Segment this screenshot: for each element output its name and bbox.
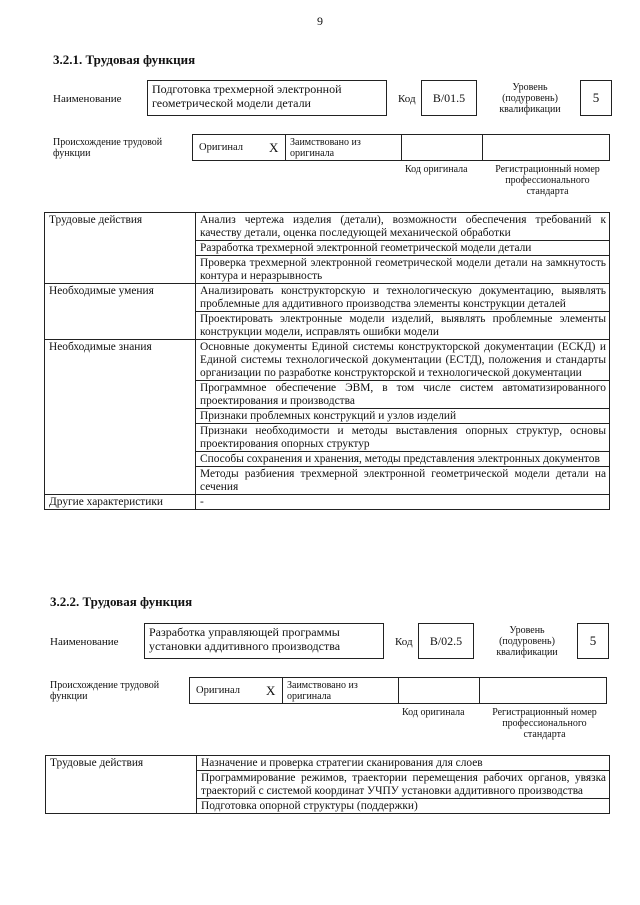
table-row (45, 340, 610, 381)
row-label: Необходимые знания (45, 340, 196, 495)
name-label-2: Наименование (50, 636, 119, 648)
section-heading-1: 3.2.1. Трудовая функция (53, 52, 196, 67)
table-cell: Анализировать конструкторскую и технологическую документацию, выявлять проблемные для аддитивного производства элементы конструкции деталей (196, 284, 610, 312)
level-label-1: Уровень (подуровень) квалификации (499, 82, 561, 115)
table-row (45, 284, 610, 312)
code-box-1: B/01.5 (421, 80, 477, 116)
functions-table-1 (44, 212, 610, 510)
function-name-box-1: Подготовка трехмерной электронной геометрической модели детали (147, 80, 387, 116)
table-cell: Основные документы Единой системы конструкторской документации (ЕСКД) и Единой системы технологической документации (ЕСТД), положения и стандарты организации по разработке конструкторской и технологической документации (196, 340, 610, 381)
origin-label-2: Происхождение трудовой функции (50, 680, 160, 702)
table-cell: Признаки проблемных конструкций и узлов изделий (196, 409, 610, 424)
row-label: Другие характеристики (45, 495, 196, 510)
level-box-2: 5 (577, 623, 609, 659)
level-label-2: Уровень (подуровень) квалификации (496, 625, 558, 658)
code-box-2: B/02.5 (418, 623, 474, 659)
table-row (45, 495, 610, 510)
table-cell: Методы разбиения трехмерной электронной геометрической модели детали на сечения (196, 467, 610, 495)
table-cell: Подготовка опорной структуры (поддержки) (197, 799, 610, 814)
reg-number-label-1: Регистрационный номер профессионального стандарта (495, 164, 600, 197)
function-name-box-2: Разработка управляющей программы установки аддитивного производства (144, 623, 384, 659)
table-cell: Разработка трехмерной электронной геометрической модели детали (196, 241, 610, 256)
row-label: Необходимые умения (45, 284, 196, 340)
table-cell: Способы сохранения и хранения, методы представления электронных документов (196, 452, 610, 467)
table-row (45, 213, 610, 241)
table-cell: Анализ чертежа изделия (детали), возможности обеспечения требований к качеству детали, оценка последующей механической обработки (196, 213, 610, 241)
reg-number-label-2: Регистрационный номер профессионального стандарта (492, 707, 597, 740)
table-cell: Признаки необходимости и методы выставления опорных структур, основы проектирования опорных структур (196, 424, 610, 452)
table-cell: Программирование режимов, траектории перемещения рабочих органов, увязка траекторий с системой координат УЧПУ установки аддитивного производства (197, 771, 610, 799)
row-label: Трудовые действия (46, 756, 197, 814)
origin-label-1: Происхождение трудовой функции (53, 137, 163, 159)
table-cell: Проектировать электронные модели изделий, выявлять проблемные элементы конструкции модели, исправлять ошибки модели (196, 312, 610, 340)
original-mark-2: X (266, 683, 276, 698)
code-label-1: Код (398, 93, 416, 105)
origin-row-2 (189, 677, 607, 704)
level-box-1: 5 (580, 80, 612, 116)
code-original-label-1: Код оригинала (405, 164, 468, 175)
original-label-2: Оригинал (196, 685, 240, 696)
row-label: Трудовые действия (45, 213, 196, 284)
table-row (46, 756, 610, 771)
borrowed-label-1: Заимствовано из оригинала (290, 137, 361, 159)
code-original-label-2: Код оригинала (402, 707, 465, 718)
functions-table-2 (45, 755, 610, 814)
page-number: 9 (317, 14, 323, 28)
code-label-2: Код (395, 636, 413, 648)
table-cell: Программное обеспечение ЭВМ, в том числе систем автоматизированного проектирования и производства (196, 381, 610, 409)
name-label-1: Наименование (53, 93, 122, 105)
table-cell: - (196, 495, 610, 510)
original-mark-1: X (269, 140, 279, 155)
section-heading-2: 3.2.2. Трудовая функция (50, 594, 193, 609)
borrowed-label-2: Заимствовано из оригинала (287, 680, 358, 702)
table-cell: Назначение и проверка стратегии сканирования для слоев (197, 756, 610, 771)
origin-row-1 (192, 134, 610, 161)
table-cell: Проверка трехмерной электронной геометрической модели детали на замкнутость контура и неразрывность (196, 256, 610, 284)
original-label-1: Оригинал (199, 142, 243, 153)
